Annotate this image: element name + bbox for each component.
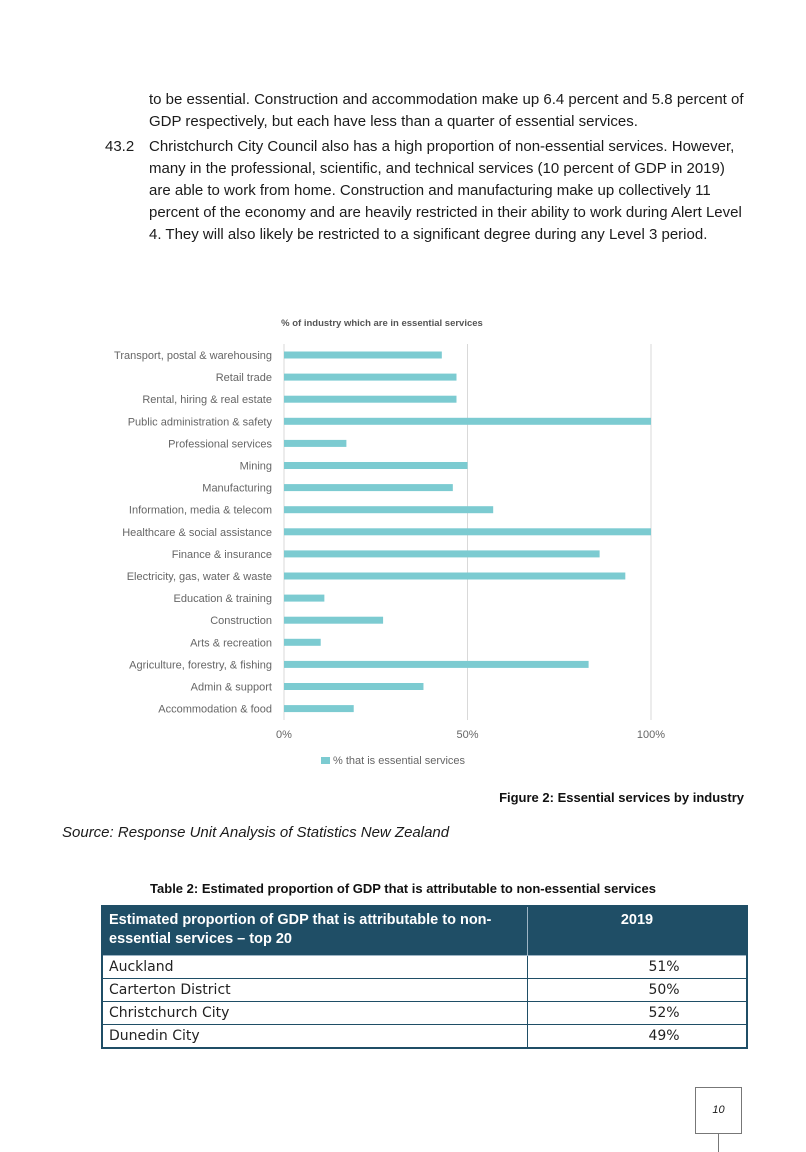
chart-x-ticks	[276, 729, 665, 741]
bar	[284, 352, 442, 359]
table-header-year: 2019	[528, 906, 748, 956]
legend-swatch	[321, 757, 330, 764]
bar	[284, 396, 456, 403]
category-label: Mining	[239, 460, 272, 473]
table-cell-region: Carterton District	[102, 979, 528, 1002]
bar	[284, 639, 321, 646]
bar	[284, 462, 468, 469]
bar	[284, 705, 354, 712]
table-cell-value: 51%	[528, 956, 748, 979]
paragraph-continuation: to be essential. Construction and accommodation make up 6.4 percent and 5.8 percent of GDP respectively, but each have less than a quarter of essential services.	[149, 91, 744, 130]
table-caption: Table 2: Estimated proportion of GDP that is attributable to non-essential services	[150, 881, 656, 896]
source-note: Source: Response Unit Analysis of Statistics New Zealand	[62, 824, 450, 841]
category-label: Manufacturing	[202, 482, 272, 495]
bar	[284, 440, 346, 447]
x-tick-label: 50%	[456, 729, 479, 741]
table-cell-region: Auckland	[102, 956, 528, 979]
bar	[284, 683, 423, 690]
bar	[284, 617, 383, 624]
bar	[284, 595, 324, 602]
table-row	[102, 1002, 747, 1025]
category-label: Transport, postal & warehousing	[114, 350, 272, 362]
table-cell-region: Dunedin City	[102, 1025, 528, 1049]
table-cell-value: 52%	[528, 1002, 748, 1025]
bar	[284, 418, 651, 425]
category-label: Construction	[210, 615, 272, 628]
bar	[284, 550, 600, 557]
category-label: Retail trade	[215, 372, 272, 385]
table-header-region: Estimated proportion of GDP that is attributable to non-essential services – top 20	[102, 906, 528, 956]
paragraph-43-2: Christchurch City Council also has a high proportion of non-essential services. However, many in the professional, scientific, and technical services (10 percent of GDP in 2019) are able to work from home. Construction and manufacturing make up collectively 11 percent of the economy and are heavily restricted in their ability to work during Alert Level 4. They will also likely be restricted to a significant degree during any Level 3 period.	[149, 138, 742, 243]
category-label: Education & training	[173, 593, 272, 606]
legend-label: % that is essential services	[333, 755, 466, 767]
essential-services-chart	[0, 300, 806, 780]
category-label: Rental, hiring & real estate	[142, 394, 272, 407]
bar	[284, 661, 589, 668]
table-row	[102, 979, 747, 1002]
chart-category-labels	[114, 350, 272, 716]
figure-caption: Figure 2: Essential services by industry	[499, 790, 744, 805]
page-number-connector	[718, 1134, 719, 1152]
category-label: Admin & support	[190, 681, 272, 694]
page-number: 10	[695, 1087, 742, 1134]
chart-legend	[321, 755, 466, 767]
chart-title: % of industry which are in essential services	[281, 318, 483, 329]
category-label: Information, media & telecom	[128, 504, 272, 517]
paragraph-number: 43.2	[105, 138, 135, 155]
category-label: Agriculture, forestry, & fishing	[129, 659, 272, 672]
table-cell-region: Christchurch City	[102, 1002, 528, 1025]
bar	[284, 573, 625, 580]
x-tick-label: 100%	[636, 729, 666, 741]
category-label: Public administration & safety	[127, 416, 272, 429]
category-label: Healthcare & social assistance	[122, 526, 272, 539]
table-header-row	[102, 906, 747, 956]
bar	[284, 528, 651, 535]
bar	[284, 506, 493, 513]
gdp-table	[101, 905, 748, 1049]
table-cell-value: 49%	[528, 1025, 748, 1049]
bar	[284, 374, 456, 381]
table-row	[102, 1025, 747, 1049]
table-cell-value: 50%	[528, 979, 748, 1002]
x-tick-label: 0%	[276, 729, 292, 741]
table-row	[102, 956, 747, 979]
category-label: Arts & recreation	[190, 637, 272, 650]
category-label: Finance & insurance	[171, 548, 272, 561]
category-label: Professional services	[168, 438, 272, 451]
category-label: Electricity, gas, water & waste	[126, 571, 272, 583]
category-label: Accommodation & food	[158, 703, 272, 716]
bar	[284, 484, 453, 491]
